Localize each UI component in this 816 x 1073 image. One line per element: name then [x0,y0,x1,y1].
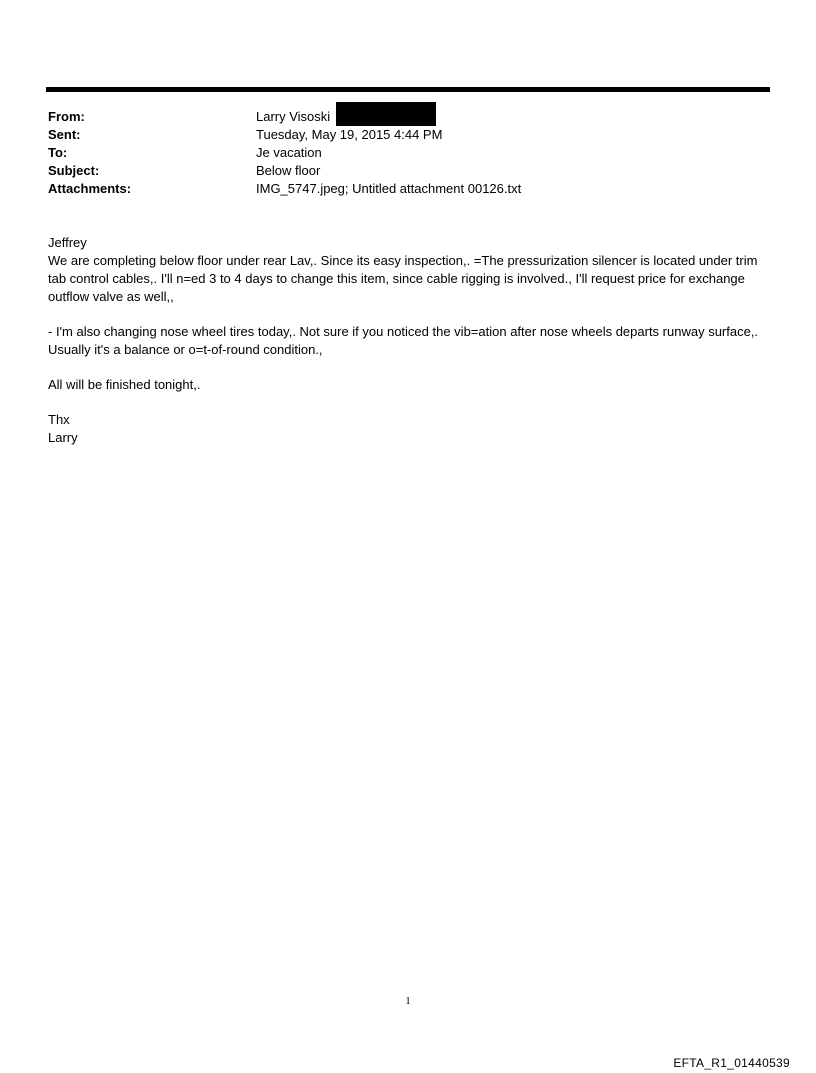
sent-row [48,126,768,144]
subject-row [48,162,768,180]
to-row [48,144,768,162]
sender-name: Larry Visoski [256,109,331,124]
attachments-label: Attachments: [48,181,132,196]
header-divider [46,87,770,92]
email-body [48,234,764,447]
to-value: Je vacation [256,145,322,160]
attachments-row [48,180,768,198]
email-header [48,108,768,198]
subject-value: Below floor [256,163,321,178]
body-paragraph-2: - I'm also changing nose wheel tires today,. Not sure if you noticed the vib=ation after nose wheels departs runway surface,. Usually it's a balance or o=t-of-round condition., [48,324,759,357]
from-row [48,108,768,126]
from-label: From: [48,109,85,124]
body-paragraph-1: We are completing below floor under rear Lav,. Since its easy inspection,. =The pressurization silencer is located under trim tab control cables,. I'll n=ed 3 to 4 days to change this item, since cable rigging is involved., I'll request price for exchange outflow valve as well,, [48,253,758,304]
body-paragraph-3: All will be finished tonight,. [48,377,201,392]
signoff: Thx [48,412,70,427]
sent-label: Sent: [48,127,81,142]
subject-label: Subject: [48,163,100,178]
signature: Larry [48,430,78,445]
sent-value: Tuesday, May 19, 2015 4:44 PM [256,127,443,142]
to-label: To: [48,145,68,160]
page-number: 1 [405,995,411,1007]
redaction-block [336,102,436,126]
salutation: Jeffrey [48,235,87,250]
document-id: EFTA_R1_01440539 [673,1056,790,1070]
attachments-value: IMG_5747.jpeg; Untitled attachment 00126.txt [256,181,522,196]
